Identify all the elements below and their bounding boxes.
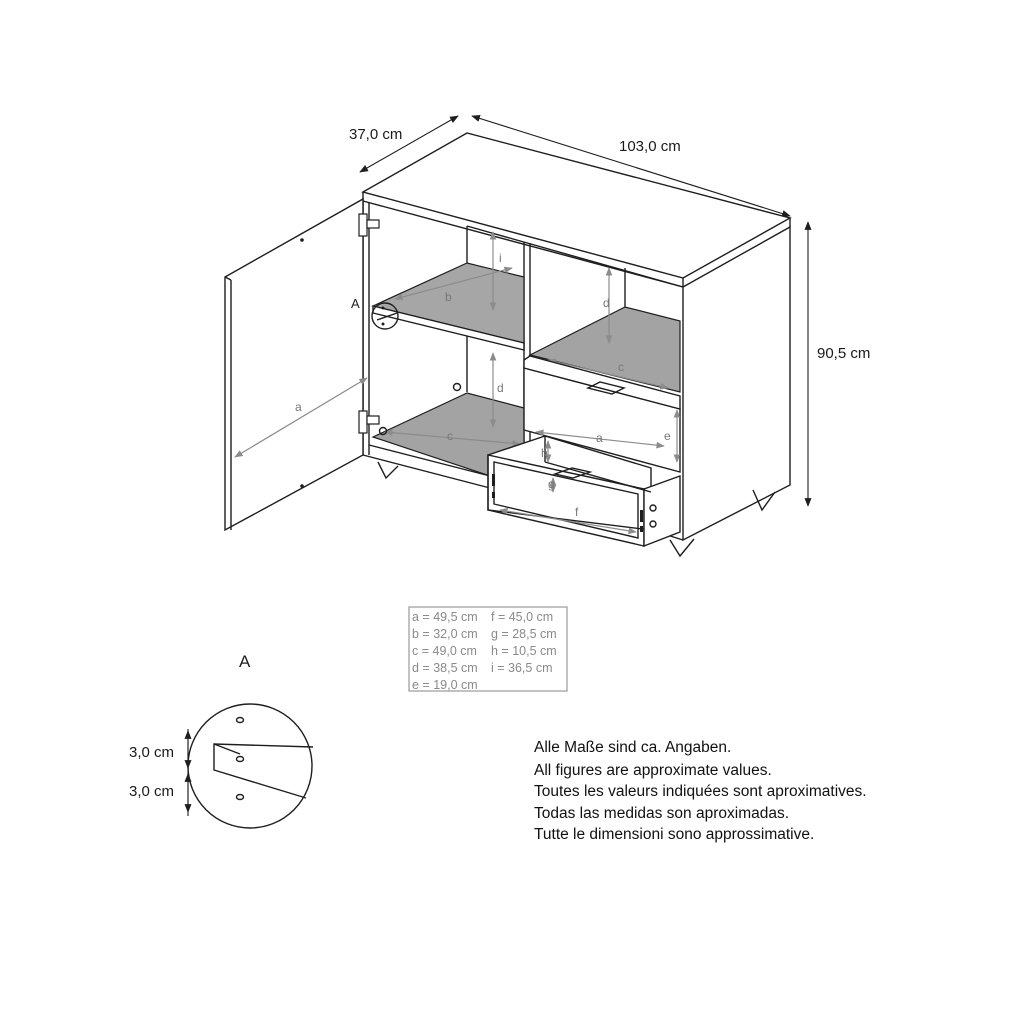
- open-door: [225, 199, 379, 530]
- width-label: 103,0 cm: [619, 138, 681, 155]
- table-row-2-col-2: g = 28,5 cm: [491, 627, 557, 641]
- table-row-1-col-2: f = 45,0 cm: [491, 610, 554, 624]
- label-d-left: d: [497, 381, 504, 395]
- label-c-left: c: [447, 429, 453, 443]
- label-f: f: [575, 505, 579, 519]
- table-row-2-col-1: b = 32,0 cm: [412, 627, 478, 641]
- drawer-side: [644, 476, 680, 546]
- note-german: Alle Maße sind ca. Angaben.: [534, 739, 732, 756]
- table-row-1-col-1: a = 49,5 cm: [412, 610, 478, 624]
- door-panel: [225, 199, 363, 530]
- note-french: Toutes les valeurs indiquées sont aproximatives.: [534, 783, 867, 800]
- measure-table: [409, 607, 567, 692]
- height-label: 90,5 cm: [817, 345, 871, 362]
- table-row-3-col-1: c = 49,0 cm: [412, 644, 477, 658]
- spacing-bottom-label: 3,0 cm: [129, 783, 175, 800]
- table-row-3-col-2: h = 10,5 cm: [491, 644, 557, 658]
- label-a-door: a: [295, 400, 302, 414]
- label-b: b: [445, 290, 452, 304]
- detail-circle: [188, 704, 312, 828]
- approximation-notes: [534, 739, 867, 843]
- label-i: i: [499, 251, 502, 265]
- left-compartment: [373, 232, 524, 476]
- note-italian: Tutte le dimensioni sono approssimative.: [534, 826, 815, 843]
- lower-hinge: [359, 411, 367, 433]
- callout-label: A: [351, 296, 360, 311]
- detail-title: A: [239, 652, 251, 671]
- label-g: g: [548, 477, 555, 491]
- label-e: e: [664, 429, 671, 443]
- leg-front-left: [378, 462, 398, 478]
- table-row-4-col-1: d = 38,5 cm: [412, 661, 478, 675]
- spacing-top-label: 3,0 cm: [129, 744, 175, 761]
- note-spanish: Todas las medidas son aproximadas.: [534, 805, 790, 822]
- label-a-drawer: a: [596, 431, 603, 445]
- pin-hole-bottom: [237, 795, 244, 800]
- label-d-right: d: [603, 296, 610, 310]
- table-row-5-col-1: e = 19,0 cm: [412, 678, 478, 692]
- upper-hinge: [359, 214, 367, 236]
- label-c-right: c: [618, 360, 624, 374]
- pin-hole-top: [237, 718, 244, 723]
- detail-a: [129, 652, 313, 828]
- pin-hole-middle: [237, 757, 244, 762]
- depth-label: 37,0 cm: [349, 126, 403, 143]
- note-english: All figures are approximate values.: [534, 762, 772, 779]
- label-h: h: [541, 446, 548, 460]
- leg-front-right: [670, 539, 694, 556]
- table-row-4-col-2: i = 36,5 cm: [491, 661, 553, 675]
